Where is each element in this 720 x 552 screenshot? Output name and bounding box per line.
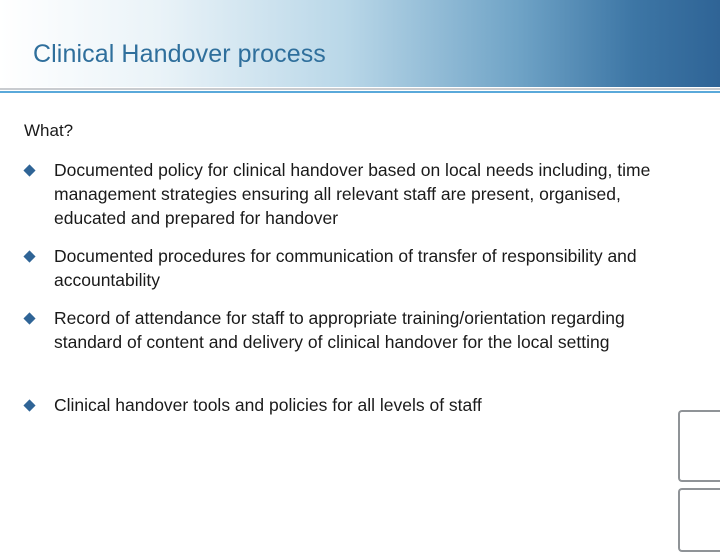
bullet-item bbox=[22, 393, 674, 417]
section-subheading: What? bbox=[24, 121, 74, 140]
bullet-text: Record of attendance for staff to appropriate training/orientation regarding standard of content and delivery of clinical handover for the local setting bbox=[54, 308, 625, 352]
bullet-text: Clinical handover tools and policies for all levels of staff bbox=[54, 395, 482, 415]
slide-header bbox=[0, 0, 720, 87]
bullet-item bbox=[22, 306, 674, 354]
slide-thumbnail-frame bbox=[678, 488, 720, 552]
diamond-bullet-icon bbox=[23, 312, 35, 324]
header-divider bbox=[0, 88, 720, 90]
diamond-bullet-icon bbox=[23, 164, 35, 176]
slide-thumbnail-frame bbox=[678, 410, 720, 482]
bullet-text: Documented procedures for communication of transfer of responsibility and accountability bbox=[54, 246, 637, 290]
bullet-item bbox=[22, 158, 694, 230]
diamond-bullet-icon bbox=[23, 250, 35, 262]
bullet-item bbox=[22, 244, 654, 292]
slide-title: Clinical Handover process bbox=[33, 40, 326, 68]
bullet-text: Documented policy for clinical handover based on local needs including, time management strategies ensuring all relevant staff are present, organised, educated and prepared for handover bbox=[54, 160, 651, 228]
header-accent-line bbox=[0, 91, 720, 93]
diamond-bullet-icon bbox=[23, 399, 35, 411]
